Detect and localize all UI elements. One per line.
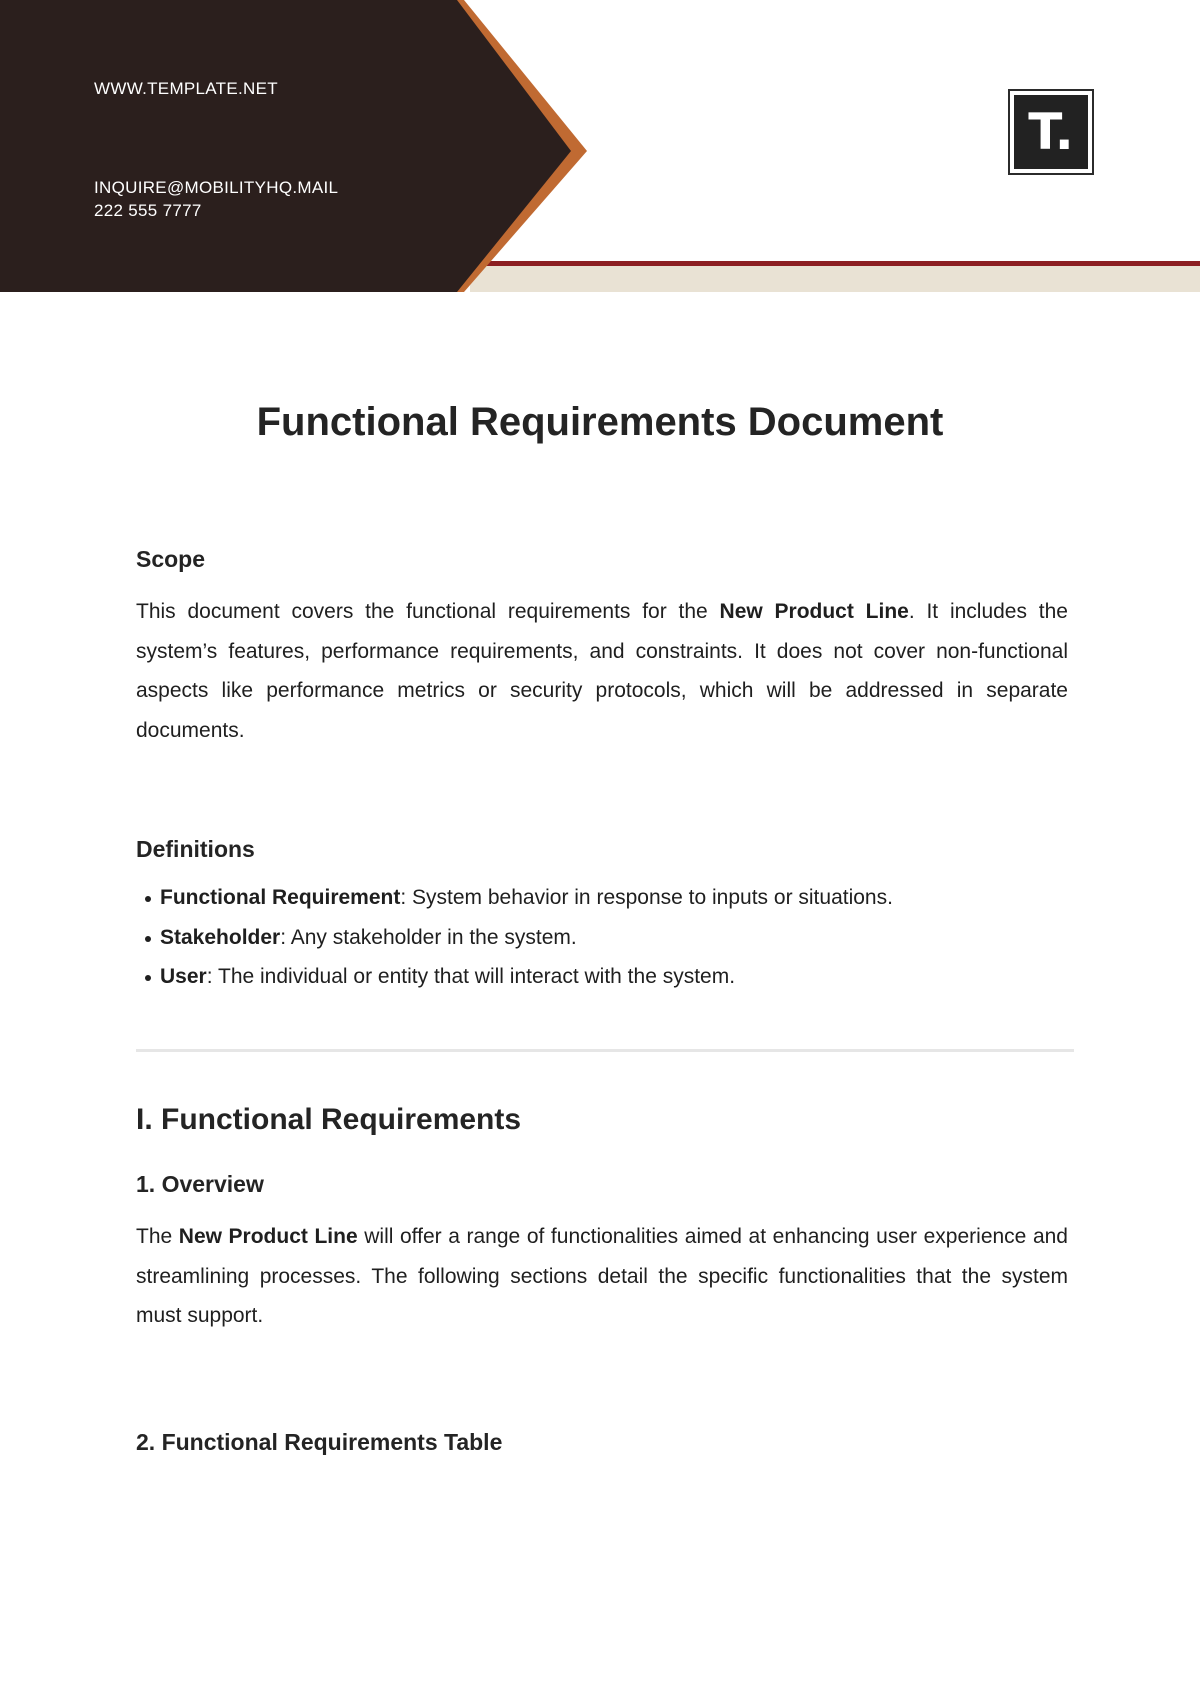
scope-text-1: This document covers the functional requirements for the [136,600,720,623]
scope-heading: Scope [136,546,206,572]
definition-term: User [160,965,207,988]
definitions-section [136,836,1068,997]
logo-mark: T. [1014,95,1088,169]
logo [1008,89,1094,175]
scope-text-2: . It includes the system’s features, performance requirements, and constraints. It does not cover non-functional aspects like performance metrics or security protocols, which will be addressed in separate documents. [136,600,1068,742]
definition-term: Stakeholder [160,925,281,949]
scope-paragraph [136,592,1068,750]
section-divider [136,1049,1074,1052]
overview-bold: New Product Line [178,1225,358,1248]
overview-paragraph [136,1217,1068,1336]
overview-text-2: will offer a range of functionalities aimed at enhancing user experience and streamlining processes. The following sections detail the specific functionalities that the system must support. [136,1225,1068,1327]
table-section [136,1429,1068,1456]
overview-heading: 1. Overview [136,1171,264,1197]
document-title: Functional Requirements Document [256,400,944,444]
definitions-heading: Definitions [136,836,255,862]
definition-term: Functional Requirement [160,886,401,909]
header-banner [0,0,1200,292]
definitions-list [136,878,1068,997]
overview-text-1: The [136,1225,179,1248]
list-item [136,918,1068,958]
list-item [136,957,1068,997]
definition-text: : Any stakeholder in the system. [280,925,577,949]
email-text: INQUIRE@MOBILITYHQ.MAIL [94,178,339,197]
definition-text: : The individual or entity that will interact with the system. [206,965,736,988]
phone-text: 222 555 7777 [94,201,202,220]
beige-band [470,266,1200,292]
dark-panel [0,0,571,292]
table-heading: 2. Functional Requirements Table [136,1429,503,1455]
red-rule [470,261,1200,266]
list-item [136,878,1068,918]
scope-bold: New Product Line [719,600,909,623]
functional-requirements-section [136,1103,1068,1336]
website-text: WWW.TEMPLATE.NET [94,79,278,98]
definition-text: : System behavior in response to inputs or situations. [400,886,893,909]
scope-section [136,546,1068,750]
section-heading: I. Functional Requirements [136,1103,522,1136]
